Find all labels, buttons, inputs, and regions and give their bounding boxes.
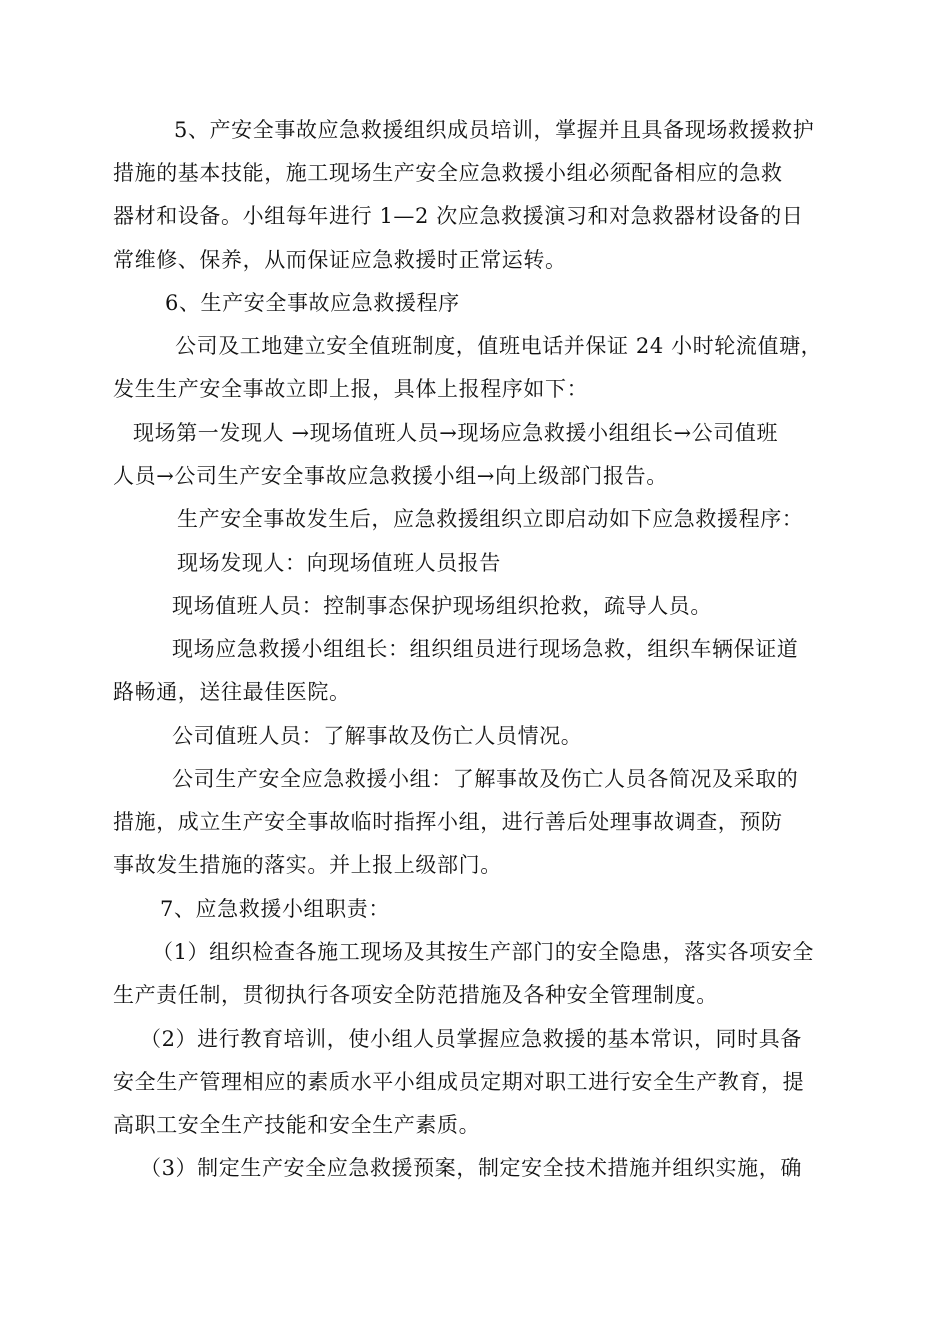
text-line: 安全生产管理相应的素质水平小组成员定期对职工进行安全生产教育，提 (113, 1070, 805, 1094)
text-line: 生产安全事故发生后，应急救援组织立即启动如下应急救援程序： (177, 507, 804, 531)
text-line: 现场应急救援小组组长：组织组员进行现场急救，组织车辆保证道 (172, 637, 799, 661)
text-line: 措施，成立生产安全事故临时指挥小组，进行善后处理事故调查，预防 (113, 810, 783, 834)
text-line: 公司值班人员：了解事故及伤亡人员情况。 (172, 724, 583, 748)
text-line: 5、产安全事故应急救援组织成员培训，掌握并且具备现场救援救护 (174, 118, 815, 142)
text-line: （1）组织检查各施工现场及其按生产部门的安全隐患，落实各项安全 (152, 940, 814, 964)
text-line: 现场发现人：向现场值班人员报告 (177, 551, 501, 575)
text-line: 事故发生措施的落实。并上报上级部门。 (113, 853, 502, 877)
text-line: 措施的基本技能，施工现场生产安全应急救援小组必须配备相应的急救 (113, 161, 783, 185)
section-heading: 7、应急救援小组职责： (160, 897, 390, 921)
text-line: 人员→公司生产安全事故应急救援小组→向上级部门报告。 (113, 464, 668, 488)
text-line: 器材和设备。小组每年进行 1—2 次应急救援演习和对急救器材设备的日 (113, 204, 804, 228)
section-heading: 6、生产安全事故应急救援程序 (165, 291, 460, 315)
text-line: 高职工安全生产技能和安全生产素质。 (113, 1113, 481, 1137)
text-line: （3）制定生产安全应急救援预案，制定安全技术措施并组织实施，确 (140, 1156, 802, 1180)
text-line: 常维修、保养，从而保证应急救援时正常运转。 (113, 248, 567, 272)
text-line: 现场值班人员：控制事态保护现场组织抢救，疏导人员。 (172, 594, 712, 618)
text-line: 生产责任制，贯彻执行各项安全防范措施及各种安全管理制度。 (113, 983, 718, 1007)
text-line: 公司及工地建立安全值班制度，值班电话并保证 24 小时轮流值瑭， (175, 334, 823, 358)
text-line: （2）进行教育培训，使小组人员掌握应急救援的基本常识，同时具备 (140, 1027, 802, 1051)
text-line: 公司生产安全应急救援小组：了解事故及伤亡人员各简况及采取的 (172, 767, 799, 791)
text-line: 路畅通，送往最佳医院。 (113, 680, 351, 704)
text-line: 发生生产安全事故立即上报，具体上报程序如下： (113, 377, 589, 401)
text-line: 现场第一发现人 →现场值班人员→现场应急救援小组组长→公司值班 (133, 421, 779, 445)
